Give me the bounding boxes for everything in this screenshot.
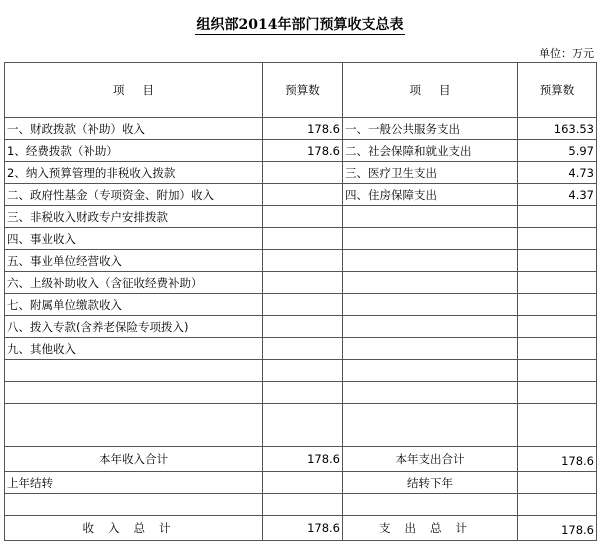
expense-item — [343, 294, 518, 316]
empty-row — [5, 360, 597, 382]
expense-item — [343, 338, 518, 360]
income-item: 二、政府性基金（专项资金、附加）收入 — [5, 184, 263, 206]
expense-amount — [518, 272, 597, 294]
expense-amount: 163.53 — [518, 118, 597, 140]
table-row — [5, 294, 597, 316]
expense-amount — [518, 294, 597, 316]
year-total-row — [5, 447, 597, 472]
expense-item: 二、社会保障和就业支出 — [343, 140, 518, 162]
income-total-cell — [5, 516, 263, 541]
income-amount — [263, 294, 343, 316]
income-amount — [263, 250, 343, 272]
table-row — [5, 250, 597, 272]
table-row — [5, 118, 597, 140]
income-amount — [263, 162, 343, 184]
expense-item: 四、住房保障支出 — [343, 184, 518, 206]
expense-item: 三、医疗卫生支出 — [343, 162, 518, 184]
page-title — [0, 14, 600, 34]
header-budget-expense: 预算数 — [518, 63, 597, 118]
expense-amount — [518, 206, 597, 228]
income-item: 2、纳入预算管理的非税收入拨款 — [5, 162, 263, 184]
income-amount — [263, 316, 343, 338]
carry-row — [5, 472, 597, 494]
table-header-row — [5, 63, 597, 118]
expense-amount: 4.73 — [518, 162, 597, 184]
carry-out-label: 结转下年 — [343, 472, 518, 494]
income-item: 六、上级补助收入（含征收经费补助） — [5, 272, 263, 294]
expense-item — [343, 228, 518, 250]
income-amount — [263, 338, 343, 360]
year-income-label: 本年收入合计 — [5, 447, 263, 472]
header-item-expense: 项目 — [343, 63, 518, 118]
income-total-label: 收入总计 — [82, 521, 185, 535]
income-item: 九、其他收入 — [5, 338, 263, 360]
income-amount — [263, 272, 343, 294]
table-row — [5, 162, 597, 184]
expense-total-label: 支出总计 — [379, 521, 481, 535]
table-row — [5, 338, 597, 360]
expense-amount — [518, 316, 597, 338]
empty-row — [5, 382, 597, 404]
unit-label: 单位：万元 — [539, 47, 594, 60]
header-budget-income: 预算数 — [263, 63, 343, 118]
income-amount — [263, 206, 343, 228]
expense-total-amount: 178.6 — [518, 516, 597, 541]
table-row — [5, 316, 597, 338]
expense-item — [343, 272, 518, 294]
income-amount: 178.6 — [263, 118, 343, 140]
income-item: 四、事业收入 — [5, 228, 263, 250]
table-row — [5, 272, 597, 294]
income-item: 三、非税收入财政专户安排拨款 — [5, 206, 263, 228]
expense-amount — [518, 228, 597, 250]
expense-item — [343, 316, 518, 338]
expense-amount: 5.97 — [518, 140, 597, 162]
income-item: 1、经费拨款（补助） — [5, 140, 263, 162]
empty-row — [5, 494, 597, 516]
title-text: 组织部2014年部门预算收支总表 — [196, 17, 404, 33]
income-amount: 178.6 — [263, 140, 343, 162]
table-row — [5, 228, 597, 250]
income-item: 七、附属单位缴款收入 — [5, 294, 263, 316]
expense-amount — [518, 250, 597, 272]
expense-item: 一、一般公共服务支出 — [343, 118, 518, 140]
expense-total-cell — [343, 516, 518, 541]
income-amount — [263, 184, 343, 206]
grand-total-row — [5, 516, 597, 541]
year-income-amount: 178.6 — [263, 447, 343, 472]
expense-amount: 4.37 — [518, 184, 597, 206]
expense-item — [343, 250, 518, 272]
empty-row — [5, 404, 597, 447]
table-row — [5, 140, 597, 162]
header-item-income: 项目 — [5, 63, 263, 118]
expense-item — [343, 206, 518, 228]
year-expense-amount: 178.6 — [518, 447, 597, 472]
budget-table — [4, 62, 597, 541]
table-row — [5, 184, 597, 206]
income-amount — [263, 228, 343, 250]
expense-amount — [518, 338, 597, 360]
table-row — [5, 206, 597, 228]
year-expense-label: 本年支出合计 — [343, 447, 518, 472]
carry-in-label: 上年结转 — [5, 472, 263, 494]
income-item: 八、拨入专款(含养老保险专项拨入) — [5, 316, 263, 338]
income-item: 五、事业单位经营收入 — [5, 250, 263, 272]
income-item: 一、财政拨款（补助）收入 — [5, 118, 263, 140]
income-total-amount: 178.6 — [263, 516, 343, 541]
